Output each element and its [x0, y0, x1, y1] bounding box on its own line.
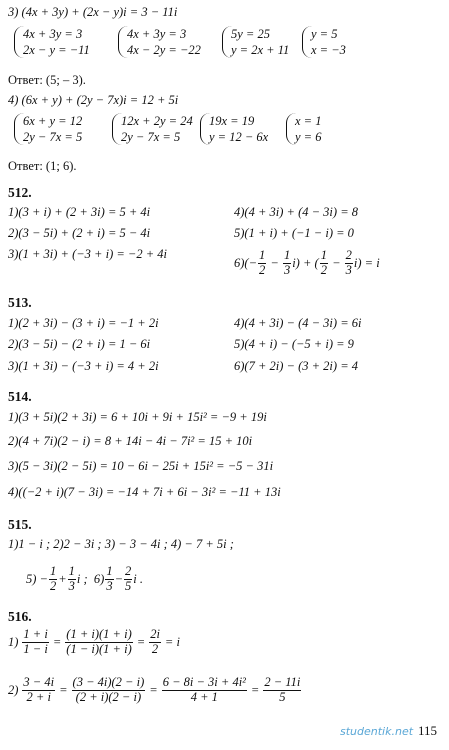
task-512-line-3: 3)(1 + 3i) + (−3 + i) = −2 + 4i — [8, 247, 168, 261]
system-3-step4: y = 5 x = −3 — [302, 26, 346, 58]
task-515-line-2: 5) − $\frac{1}{2}$ + $\frac{1}{3}$ i ; 6) $\frac{1}{3}$ − $\frac{2}{5}$ i . — [26, 564, 144, 593]
task-513-line-1: 1)(2 + 3i) − (3 + i) = −1 + 2i — [8, 316, 159, 330]
task-515-title: 515. — [8, 517, 32, 532]
task-512-line-6: 6)(− $\frac{1}{2}$ − $\frac{1}{3}$ i) + ( $\frac{1}{2}$ − $\frac{2}{3}$ i) = i — [234, 248, 380, 277]
system-4-step1: 6x + y = 12 2y − 7x = 5 — [14, 113, 82, 145]
task-514-line-4: 4)((−2 + i)(7 − 3i) = −14 + 7i + 6i − 3i² = −11 + 13i — [8, 485, 281, 499]
page-number: 115 — [418, 723, 438, 738]
task-514-line-1: 1)(3 + 5i)(2 + 3i) = 6 + 10i + 9i + 15i² = −9 + 19i — [8, 410, 267, 424]
task-513-title: 513. — [8, 295, 32, 310]
task-512-line-1: 1)(3 + i) + (2 + 3i) = 5 + 4i — [8, 205, 151, 219]
task-514-title: 514. — [8, 389, 32, 404]
task-514-line-2: 2)(4 + 7i)(2 − i) = 8 + 14i − 4i − 7i² = 15 + 10i — [8, 434, 253, 448]
problem-4-answer: Ответ: (1; 6). — [8, 159, 77, 173]
task-513-line-4: 4)(4 + 3i) − (4 − 3i) = 6i — [234, 316, 362, 330]
task-512-line-5: 5)(1 + i) + (−1 − i) = 0 — [234, 226, 354, 240]
system-4-step3: 19x = 19 y = 12 − 6x — [200, 113, 268, 145]
system-3-step3: 5y = 25 y = 2x + 11 — [222, 26, 289, 58]
task-513-line-6: 6)(7 + 2i) − (3 + 2i) = 4 — [234, 359, 358, 373]
task-516-title: 516. — [8, 609, 32, 624]
watermark-logo: studentik.net — [340, 725, 414, 738]
task-516-line-2: 2) $\frac{3 - 4i}{2 + i}$ = $\frac{(3 - 4i)(2 - i)}{(2 + i)(2 - i)}$ = $\frac{\text{6 − 8i − 3i + 4i²}}{4 + 1}$ = $\frac{2 - 11i}{5}$ — [8, 675, 301, 704]
task-513-line-2: 2)(3 − 5i) − (2 + i) = 1 − 6i — [8, 337, 151, 351]
task-512-line-4: 4)(4 + 3i) + (4 − 3i) = 8 — [234, 205, 358, 219]
problem-3-equation: 3) (4x + 3y) + (2x − y)i = 3 − 11i — [8, 5, 178, 19]
system-3-step1: 4x + 3y = 3 2x − y = −11 — [14, 26, 90, 58]
task-514-line-3: 3)(5 − 3i)(2 − 5i) = 10 − 6i − 25i + 15i² = −5 − 31i — [8, 459, 274, 473]
task-512-line-2: 2)(3 − 5i) + (2 + i) = 5 − 4i — [8, 226, 151, 240]
task-513-line-3: 3)(1 + 3i) − (−3 + i) = 4 + 2i — [8, 359, 159, 373]
system-3-step2: 4x + 3y = 3 4x − 2y = −22 — [118, 26, 201, 58]
task-516-line-1: 1) $\frac{1 + i}{1 - i}$ = $\frac{(1 + i)(1 + i)}{(1 - i)(1 + i)}$ = $\frac{2i}{2}$ = i — [8, 627, 180, 656]
task-512-title: 512. — [8, 185, 32, 200]
task-515-line-1: 1)1 − i ; 2)2 − 3i ; 3) − 3 − 4i ; 4) − 7 + 5i ; — [8, 537, 234, 551]
problem-4-equation: 4) (6x + y) + (2y − 7x)i = 12 + 5i — [8, 93, 179, 107]
system-4-step2: 12x + 2y = 24 2y − 7x = 5 — [112, 113, 193, 145]
task-513-line-5: 5)(4 + i) − (−5 + i) = 9 — [234, 337, 354, 351]
system-4-step4: x = 1 y = 6 — [286, 113, 321, 145]
problem-3-answer: Ответ: (5; – 3). — [8, 73, 86, 87]
